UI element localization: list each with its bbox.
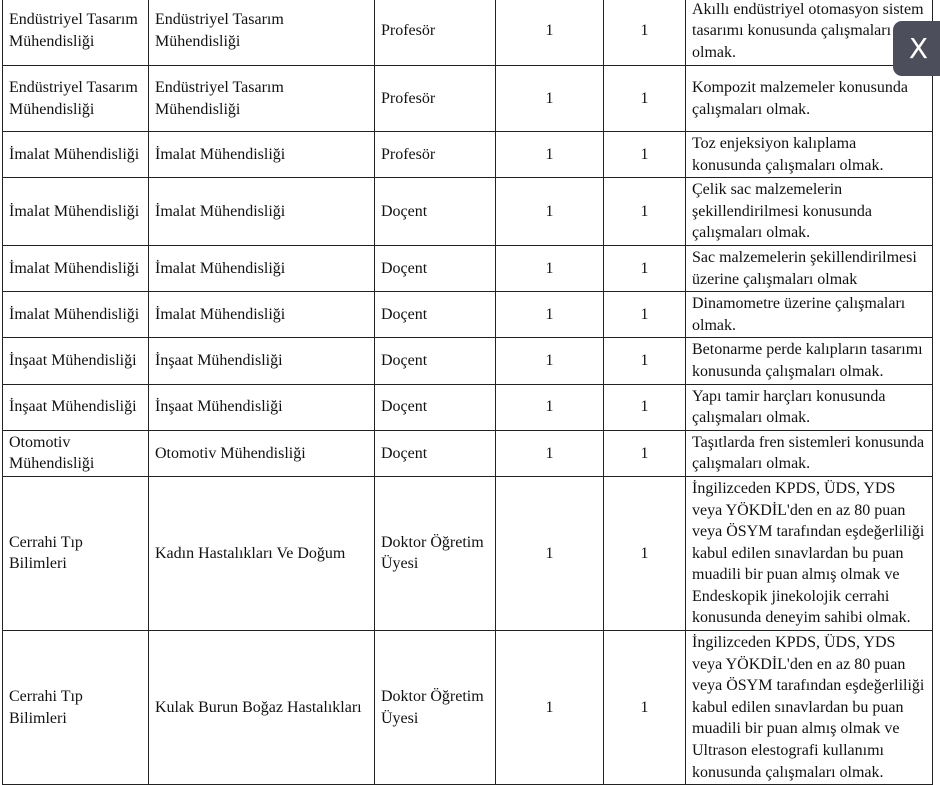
requirement-cell: Betonarme perde kalıpların tasarımı konusunda çalışmaları olmak. [686,338,933,384]
department-cell: Endüstriyel Tasarım Mühendisliği [3,66,149,132]
position-cell: Profesör [375,132,496,178]
position-cell: Doktor Öğretim Üyesi [375,476,496,630]
count-a-cell: 1 [496,338,604,384]
table-row [3,631,933,785]
count-a-cell: 1 [496,292,604,338]
program-cell: İnşaat Mühendisliği [149,384,375,430]
table-row [3,178,933,246]
position-cell: Profesör [375,0,496,66]
table-row [3,0,933,66]
count-b-cell: 1 [604,338,686,384]
requirement-cell: Toz enjeksiyon kalıplama konusunda çalışmaları olmak. [686,132,933,178]
requirement-cell: Dinamometre üzerine çalışmaları olmak. [686,292,933,338]
requirement-cell: İngilizceden KPDS, ÜDS, YDS veya YÖKDİL'den en az 80 puan veya ÖSYM tarafından eşdeğerliliği kabul edilen sınavlardan bu puan muadili bir puan almış olmak ve Endeskopik jinekolojik cerrahi konusunda deneyim sahibi olmak. [686,476,933,630]
position-cell: Doçent [375,430,496,476]
count-b-cell: 1 [604,132,686,178]
table-row [3,66,933,132]
close-button[interactable] [893,21,940,76]
position-cell: Doktor Öğretim Üyesi [375,631,496,785]
department-cell: İnşaat Mühendisliği [3,338,149,384]
table-row [3,430,933,476]
requirement-cell: Taşıtlarda fren sistemleri konusunda çalışmaları olmak. [686,430,933,476]
table-row [3,292,933,338]
table-row [3,338,933,384]
count-b-cell: 1 [604,384,686,430]
requirement-cell: Kompozit malzemeler konusunda çalışmaları olmak. [686,66,933,132]
position-cell: Doçent [375,338,496,384]
table-row [3,245,933,291]
department-cell: Otomotiv Mühendisliği [3,430,149,476]
program-cell: İnşaat Mühendisliği [149,338,375,384]
count-b-cell: 1 [604,292,686,338]
table-body [3,0,933,785]
requirement-cell: Yapı tamir harçları konusunda çalışmaları olmak. [686,384,933,430]
count-b-cell: 1 [604,0,686,66]
count-a-cell: 1 [496,0,604,66]
requirement-cell: Akıllı endüstriyel otomasyon sistem tasarımı konusunda çalışmaları olmak. [686,0,933,66]
table-row [3,476,933,630]
count-a-cell: 1 [496,430,604,476]
position-cell: Profesör [375,66,496,132]
program-cell: Kadın Hastalıkları Ve Doğum [149,476,375,630]
program-cell: İmalat Mühendisliği [149,132,375,178]
table-row [3,384,933,430]
count-a-cell: 1 [496,631,604,785]
program-cell: Kulak Burun Boğaz Hastalıkları [149,631,375,785]
positions-table [2,0,933,785]
program-cell: Endüstriyel Tasarım Mühendisliği [149,66,375,132]
count-a-cell: 1 [496,178,604,246]
department-cell: Cerrahi Tıp Bilimleri [3,476,149,630]
department-cell: İmalat Mühendisliği [3,245,149,291]
count-b-cell: 1 [604,245,686,291]
count-b-cell: 1 [604,430,686,476]
department-cell: Endüstriyel Tasarım Mühendisliği [3,0,149,66]
position-cell: Doçent [375,384,496,430]
table-row [3,132,933,178]
program-cell: Endüstriyel Tasarım Mühendisliği [149,0,375,66]
requirement-cell: İngilizceden KPDS, ÜDS, YDS veya YÖKDİL'den en az 80 puan veya ÖSYM tarafından eşdeğerliliği kabul edilen sınavlardan bu puan muadili bir puan almış olmak ve Ultrason elestografi kullanımı konusunda çalışmaları olmak. [686,631,933,785]
department-cell: İnşaat Mühendisliği [3,384,149,430]
count-b-cell: 1 [604,66,686,132]
count-a-cell: 1 [496,66,604,132]
count-b-cell: 1 [604,631,686,785]
program-cell: İmalat Mühendisliği [149,178,375,246]
position-cell: Doçent [375,292,496,338]
count-a-cell: 1 [496,384,604,430]
department-cell: İmalat Mühendisliği [3,178,149,246]
program-cell: Otomotiv Mühendisliği [149,430,375,476]
department-cell: Cerrahi Tıp Bilimleri [3,631,149,785]
requirement-cell: Sac malzemelerin şekillendirilmesi üzerine çalışmaları olmak [686,245,933,291]
count-b-cell: 1 [604,476,686,630]
department-cell: İmalat Mühendisliği [3,132,149,178]
count-a-cell: 1 [496,476,604,630]
count-a-cell: 1 [496,245,604,291]
program-cell: İmalat Mühendisliği [149,245,375,291]
department-cell: İmalat Mühendisliği [3,292,149,338]
count-a-cell: 1 [496,132,604,178]
close-icon: X [908,32,929,65]
count-b-cell: 1 [604,178,686,246]
requirement-cell: Çelik sac malzemelerin şekillendirilmesi konusunda çalışmaları olmak. [686,178,933,246]
position-cell: Doçent [375,178,496,246]
program-cell: İmalat Mühendisliği [149,292,375,338]
position-cell: Doçent [375,245,496,291]
